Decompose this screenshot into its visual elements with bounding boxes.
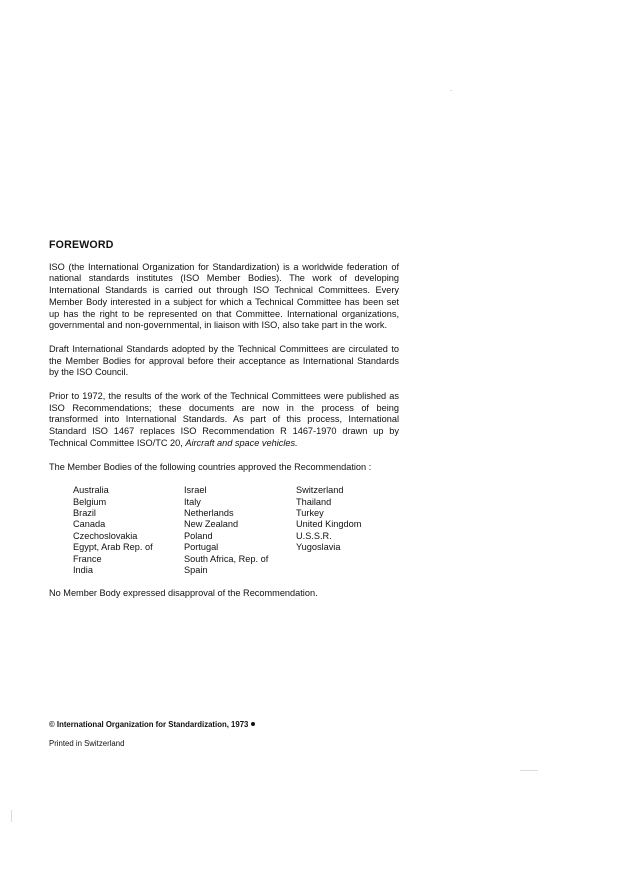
countries-column-1 [73,485,184,576]
countries-column-2 [184,485,296,576]
country-item: France [73,553,102,564]
paragraph-3-text: Prior to 1972, the results of the work of the Technical Committees were published as ISO Recommendations; these documents are now in the process of being transformed into International Standards. As part of this process, International Standard ISO 1467 replaces ISO Recommendation R 1467-1970 drawn up by Technical Committee ISO/TC 20, [49,391,399,448]
closing-statement: No Member Body expressed disapproval of the Recommendation. [49,588,318,599]
country-item: U.S.S.R. [296,530,332,541]
scan-speck [520,770,538,771]
country-item: United Kingdom [296,519,362,530]
country-item: New Zealand [184,519,239,530]
foreword-section [49,240,399,600]
countries-intro: The Member Bodies of the following countries approved the Recommendation : [49,461,372,472]
bullet-dot-icon [251,722,255,726]
foreword-paragraph-1: ISO (the International Organization for Standardization) is a worldwide federation of national standards institutes (ISO Member Bodies). The work of developing International Standards is carried out through ISO Technical Committees. Every Member Body interested in a subject for which a Technical Committee has been set up has the right to be represented on that Committee. International organizations, governmental and non-governmental, in liaison with ISO, also take part in the work. [49,261,399,331]
country-item: Spain [184,564,208,575]
foreword-paragraph-3 [49,391,399,450]
scan-speck [450,90,452,91]
country-item: Italy [184,496,201,507]
country-item: Portugal [184,542,219,553]
country-item: Poland [184,530,213,541]
country-item: Netherlands [184,508,234,519]
country-item: Turkey [296,508,324,519]
scan-speck [11,810,12,822]
committee-title: Aircraft and space vehicles. [185,437,298,448]
copyright-notice [49,720,329,730]
country-item: Yugoslavia [296,542,341,553]
country-item: Australia [73,485,109,496]
country-item: Canada [73,519,106,530]
country-item: Belgium [73,496,107,507]
country-item: Egypt, Arab Rep. of [73,542,153,553]
copyright-text: © International Organization for Standardization, 1973 [49,720,249,729]
country-item: Brazil [73,508,96,519]
printed-in: Printed in Switzerland [49,739,125,748]
country-item: India [73,564,93,575]
country-item: Switzerland [296,485,344,496]
foreword-paragraph-2: Draft International Standards adopted by the Technical Committees are circulated to the Member Bodies for approval before their acceptance as International Standards by the ISO Council. [49,343,399,378]
country-item: Thailand [296,496,332,507]
country-item: South Africa, Rep. of [184,553,269,564]
countries-column-3 [296,485,408,576]
page-footer [49,720,329,749]
country-item: Israel [184,485,207,496]
foreword-heading: FOREWORD [49,239,114,251]
countries-list [73,485,399,576]
country-item: Czechoslovakia [73,530,138,541]
